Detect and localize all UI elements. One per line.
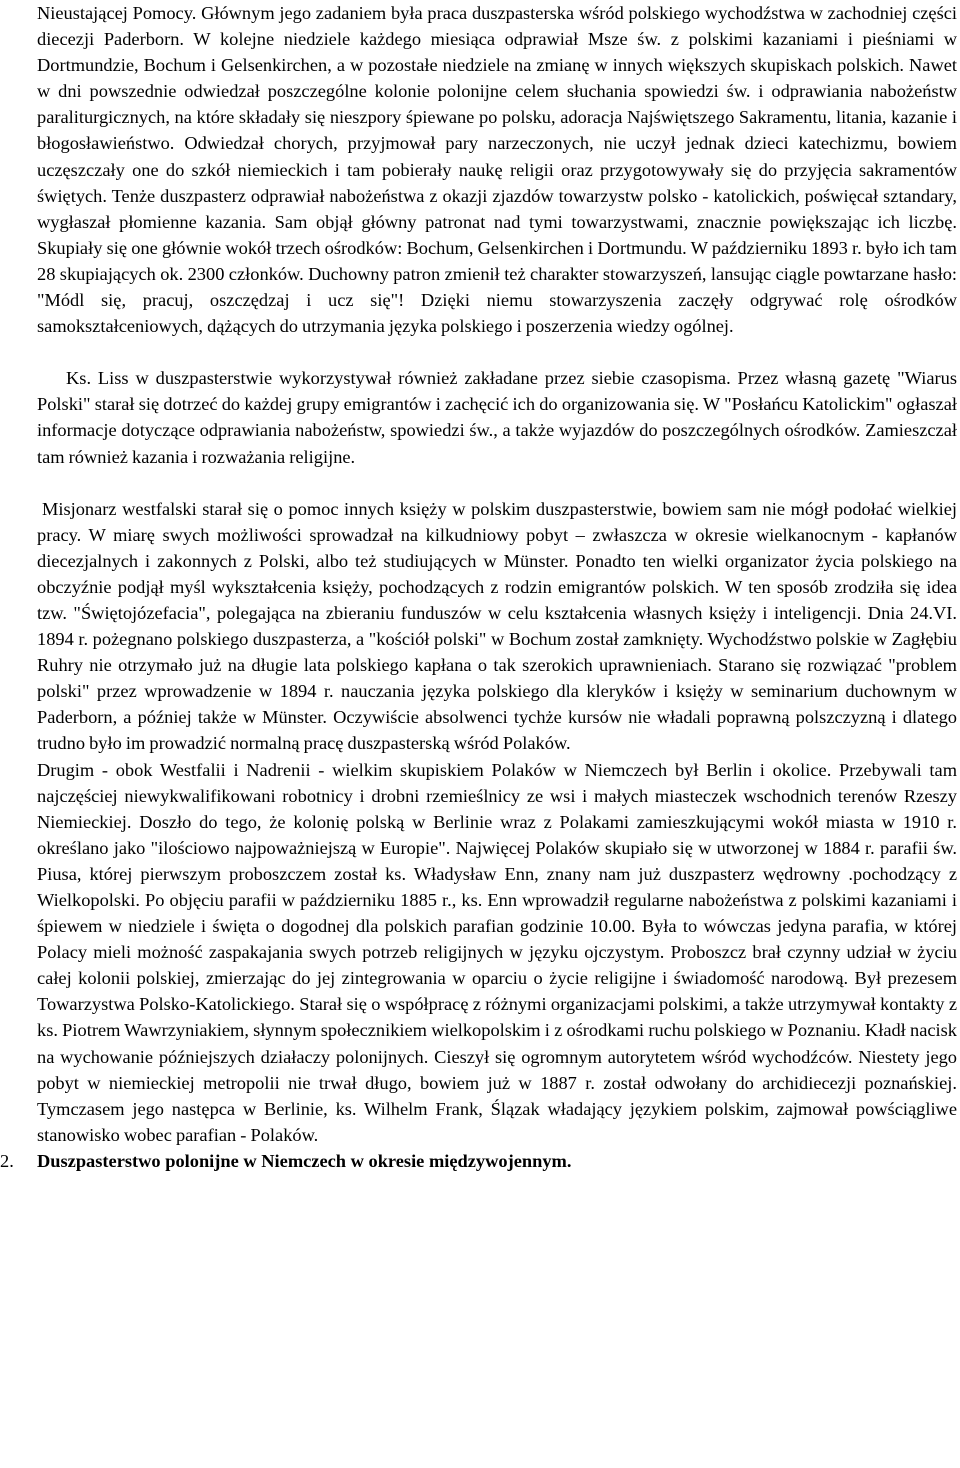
paragraph-priests-help: Misjonarz westfalski starał się o pomoc innych księży w polskim duszpasterstwie, bowiem sam nie mógł podołać wielkiej pracy. W miarę swych możliwości sprowadzał na kilkudniowy pobyt – zwłaszcza w okresie wielkanocnym - kapłanów diecezjalnych i zakonnych z Polski, albo też studiujących w Münster. Ponadto ten wielki organizator życia polskiego na obczyźnie podjął myśl wykształcenia księży, pochodzących z rodzin emigrantów polskich. W ten sposób zrodziła się idea tzw. "Świętojózefacia", polegająca na zbieraniu funduszów w celu kształcenia własnych księży i inteligencji. Dnia 24.VI. 1894 r. pożegnano polskiego duszpasterza, a "kościół polski" w Bochum został zamknięty. Wychodźstwo polskie w Zagłębiu Ruhry nie otrzymało już na długie lata polskiego kapłana o tak szerokich uprawnieniach. Starano się rozwiązać "problem polski" przez wprowadzenie w 1894 r. nauczania języka polskiego dla kleryków i księży w seminarium duchownym w Paderborn, a później także w Münster. Oczywiście absolwenci tychże kursów nie władali poprawną polszczyzną i dlatego trudno było im prowadzić normalną pracę duszpasterską wśród Polaków. — [37, 498, 957, 754]
section-title: Duszpasterstwo polonijne w Niemczech w okresie międzywojennym. — [37, 1150, 572, 1171]
paragraph-liss-ministry: Nieustającej Pomocy. Głównym jego zadaniem była praca duszpasterska wśród polskiego wychodźstwa w zachodniej części diecezji Paderborn. W kolejne niedziele każdego miesiąca odprawiał Msze św. z polskimi kazaniami i pieśniami w Dortmundzie, Bochum i Gelsenkirchen, a w pozostałe niedziele na zmianę w innych większych skupiskach polskich. Nawet w dni powszednie odwiedzał poszczególne kolonie polonijne celem słuchania spowiedzi św. i odprawiania nabożeństw paraliturgicznych, na które składały się nieszpory śpiewane po polsku, adoracja Najświętszego Sakramentu, litania, kazanie i błogosławieństwo. Odwiedzał chorych, przyjmował pary narzeczonych, nie uczył jednak dzieci katechizmu, bowiem uczęszczały one do szkół niemieckich i tam pobierały naukę religii oraz przygotowywały się do przyjęcia sakramentów świętych. Tenże duszpasterz odprawiał nabożeństwa z okazji zjazdów towarzystw polsko - katolickich, poświęcał sztandary, wygłaszał płomienne kazania. Sam objął główny patronat nad tymi towarzystwami, znacznie powiększając ich liczbę. Skupiały się one głównie wokół trzech ośrodków: Bochum, Gelsenkirchen i Dortmundu. W październiku 1893 r. było ich tam 28 skupiających ok. 2300 członków. Duchowny patron zmienił też charakter stowarzyszeń, lansując ciągle powtarzane hasło: "Módl się, pracuj, oszczędzaj i ucz się"! Dzięki niemu stowarzyszenia zaczęły odgrywać rolę ośrodków samokształceniowych, dążących do utrzymania języka polskiego i poszerzenia wiedzy ogólnej. — [37, 3, 957, 337]
section-number: 2. — [0, 1150, 14, 1171]
paragraph-press: Ks. Liss w duszpasterstwie wykorzystywał również zakładane przez siebie czasopisma. Przez własną gazetę "Wiarus Polski" starał się dotrzeć do każdej grupy emigrantów i zachęcić ich do organizowania się. W "Posłańcu Katolickim" ogłaszał informacje dotyczące odprawiania nabożeństw, spowiedzi św., a także wyjazdów do poszczególnych ośrodków. Zamieszczał tam również kazania i rozważania religijne. — [37, 368, 957, 467]
paragraph-gap — [37, 339, 957, 365]
paragraph-berlin: Drugim - obok Westfalii i Nadrenii - wielkim skupiskiem Polaków w Niemczech był Berlin i okolice. Przebywali tam najczęściej niewykwalifikowani robotnicy i drobni rzemieślnicy ze wsi i małych miasteczek wschodnich terenów Rzeszy Niemieckiej. Doszło do tego, że kolonię polską w Berlinie wraz z Polakami zamieszkującymi wokół miasta w 1910 r. określano jako "ilościowo najpoważniejszą w Europie". Najwięcej Polaków skupiało się w utworzonej w 1884 r. parafii św. Piusa, której pierwszym proboszczem został ks. Władysław Enn, znany nam już duszpasterz wędrowny .pochodzący z Wielkopolski. Po objęciu parafii w październiku 1885 r., ks. Enn wprowadził regularne nabożeństwa z polskimi kazaniami i śpiewem w niedziele i święta o dogodnej dla polskich parafian godzinie 10.00. Była to wówczas jedyna parafia, w której Polacy mieli możność zaspakajania swych potrzeb religijnych w języku ojczystym. Proboszcz brał czynny udział w życiu całej kolonii polskiej, zmierzając do jej zintegrowania w oparciu o życie religijne i świadomość narodową. Był prezesem Towarzystwa Polsko-Katolickiego. Starał się o współpracę z różnymi organizacjami polskimi, a także utrzymywał kontakty z ks. Piotrem Wawrzyniakiem, słynnym społecznikiem wielkopolskim i z ośrodkami ruchu polskiego w Poznaniu. Kładł nacisk na wychowanie późniejszych działaczy polonijnych. Cieszył się ogromnym autorytetem wśród wychodźców. Niestety jego pobyt w niemieckiej metropolii nie trwał długo, bowiem już w 1887 r. został odwołany do archidiecezji poznańskiej. Tymczasem jego następca w Berlinie, ks. Wilhelm Frank, Ślązak władający językiem polskim, zajmował powściągliwe stanowisko wobec parafian - Polaków. — [37, 759, 957, 1145]
paragraph-gap — [37, 470, 957, 496]
section-heading — [0, 1148, 957, 1174]
